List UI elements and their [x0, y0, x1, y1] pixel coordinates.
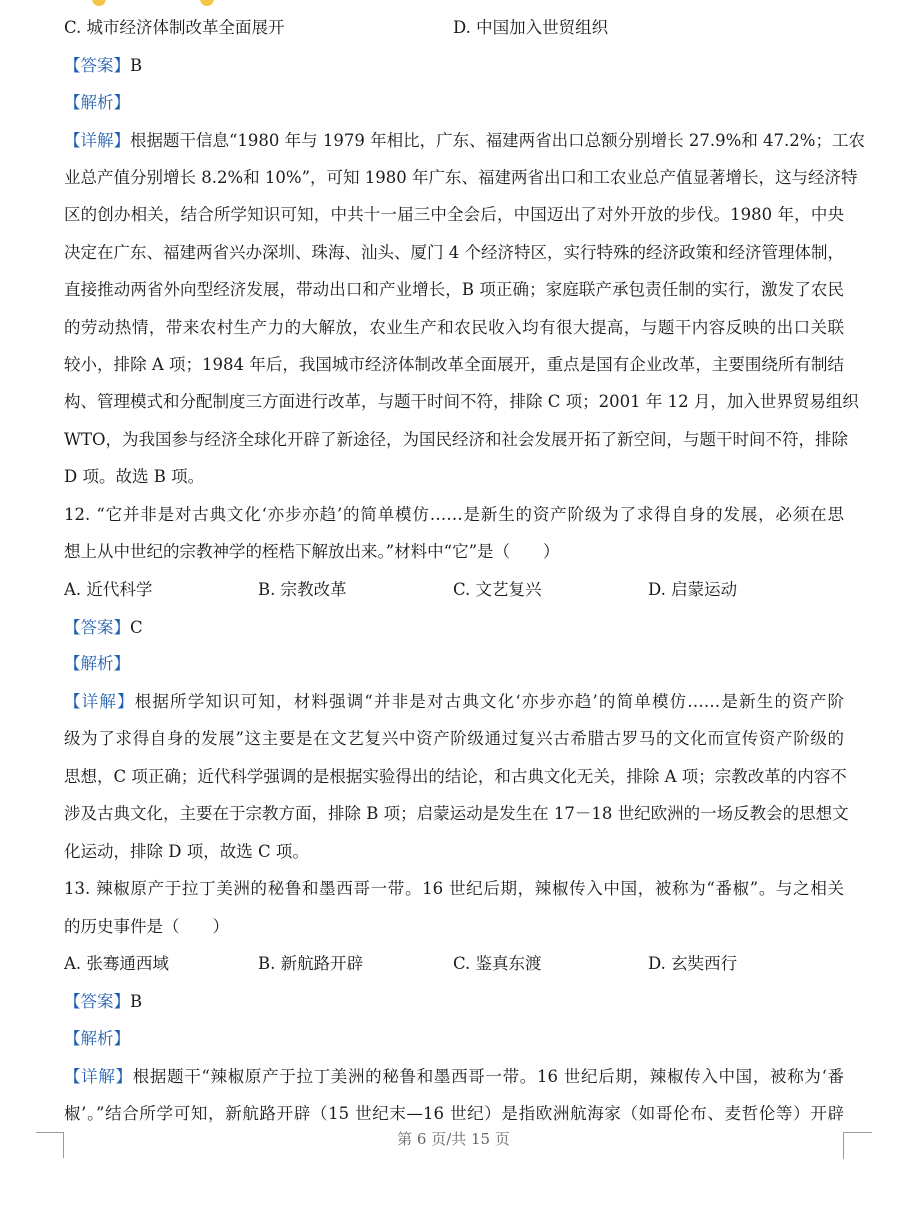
- q13-option-c: C. 鉴真东渡: [453, 954, 542, 973]
- q12-option-b: B. 宗教改革: [258, 580, 347, 599]
- header-logo-dot-1: [92, 0, 106, 6]
- q11-detail-line-5: 直接推动两省外向型经济发展，带动出口和产业增长，B 项正确；家庭联产承包责任制的实行，激发了农民: [64, 280, 844, 299]
- q11-detail-line-4: 决定在广东、福建两省兴办深圳、珠海、汕头、厦门 4 个经济特区，实行特殊的经济政策和经济管理体制，: [64, 243, 844, 262]
- q12-detail-line-2: 级为了求得自身的发展”这主要是在文艺复兴中资产阶级通过复兴古希腊古罗马的文化而宣传资产阶级的: [64, 729, 844, 748]
- q12-detail-line-3: 思想，C 项正确；近代科学强调的是根据实验得出的结论，和古典文化无关，排除 A 项；宗教改革的内容不: [64, 767, 847, 786]
- q11-detail-line-6: 的劳动热情，带来农村生产力的大解放，农业生产和农民收入均有很大提高，与题干内容反映的出口关联: [64, 318, 844, 337]
- q11-detail-line-2: 业总产值分别增长 8.2%和 10%”，可知 1980 年广东、福建两省出口和工农业总产值显著增长，这与经济特: [64, 168, 858, 187]
- q13-detail-line-1: 【详解】根据题干“辣椒原产于拉丁美洲的秘鲁和墨西哥一带。16 世纪后期，辣椒传入中国，被称为‘番: [64, 1067, 844, 1086]
- answer-label: 【答案】: [64, 618, 130, 637]
- q12-option-a: A. 近代科学: [64, 580, 153, 599]
- q12-answer: 【答案】C: [64, 618, 143, 637]
- q13-stem-line-1: 13. 辣椒原产于拉丁美洲的秘鲁和墨西哥一带。16 世纪后期，辣椒传入中国，被称为“番椒”。与之相关: [64, 879, 844, 898]
- detail-label: 【详解】: [64, 692, 135, 711]
- detail-label: 【详解】: [64, 131, 130, 150]
- q11-detail-line-3: 区的创办相关，结合所学知识可知，中共十一届三中全会后，中国迈出了对外开放的步伐。1980 年，中央: [64, 205, 844, 224]
- q13-stem-line-2: 的历史事件是（ ）: [64, 917, 229, 936]
- q12-detail-line-1: 【详解】根据所学知识可知，材料强调“并非是对古典文化‘亦步亦趋’的简单模仿……是新生的资产阶: [64, 692, 844, 711]
- header-logo-dot-2: [200, 0, 214, 6]
- q12-option-d: D. 启蒙运动: [648, 580, 738, 599]
- q11-detail-line-10: D 项。故选 B 项。: [64, 467, 205, 486]
- q11-detail-line-1: 【详解】根据题干信息“1980 年与 1979 年相比，广东、福建两省出口总额分别增长 27.9%和 47.2%；工农: [64, 131, 865, 150]
- q12-stem-line-1: 12. “它并非是对古典文化‘亦步亦趋’的简单模仿……是新生的资产阶级为了求得自身的发展，必须在思: [64, 505, 844, 524]
- q11-detail-line-9: WTO，为我国参与经济全球化开辟了新途径，为国民经济和社会发展开拓了新空间，与题干时间不符，排除: [64, 430, 848, 449]
- q11-analysis-label: 【解析】: [64, 93, 130, 112]
- option-d: D. 中国加入世贸组织: [453, 18, 609, 37]
- answer-label: 【答案】: [64, 992, 130, 1011]
- q11-answer: 【答案】B: [64, 56, 143, 75]
- detail-label: 【详解】: [64, 1067, 133, 1086]
- q11-detail-line-8: 构、管理模式和分配制度三方面进行改革，与题干时间不符，排除 C 项；2001 年 12 月，加入世界贸易组织: [64, 392, 859, 411]
- answer-label: 【答案】: [64, 56, 130, 75]
- q12-stem-line-2: 想上从中世纪的宗教神学的桎梏下解放出来。”材料中“它”是（ ）: [64, 542, 560, 561]
- q13-option-b: B. 新航路开辟: [258, 954, 364, 973]
- option-c: C. 城市经济体制改革全面展开: [64, 18, 285, 37]
- q13-answer: 【答案】B: [64, 992, 143, 1011]
- q13-option-d: D. 玄奘西行: [648, 954, 738, 973]
- q13-detail-line-2: 椒’。”结合所学可知，新航路开辟（15 世纪末—16 世纪）是指欧洲航海家（如哥伦布、麦哲伦等）开辟: [64, 1104, 844, 1123]
- page-number: 第 6 页/共 15 页: [397, 1130, 510, 1148]
- q12-analysis-label: 【解析】: [64, 654, 130, 673]
- q13-analysis-label: 【解析】: [64, 1029, 130, 1048]
- q11-detail-line-7: 较小，排除 A 项；1984 年后，我国城市经济体制改革全面展开，重点是国有企业改革，主要围绕所有制结: [64, 355, 844, 374]
- q12-detail-line-4: 涉及古典文化，主要在于宗教方面，排除 B 项；启蒙运动是发生在 17－18 世纪欧洲的一场反教会的思想文: [64, 804, 849, 823]
- q12-option-c: C. 文艺复兴: [453, 580, 542, 599]
- q12-detail-line-5: 化运动，排除 D 项，故选 C 项。: [64, 842, 309, 861]
- q13-option-a: A. 张骞通西域: [64, 954, 169, 973]
